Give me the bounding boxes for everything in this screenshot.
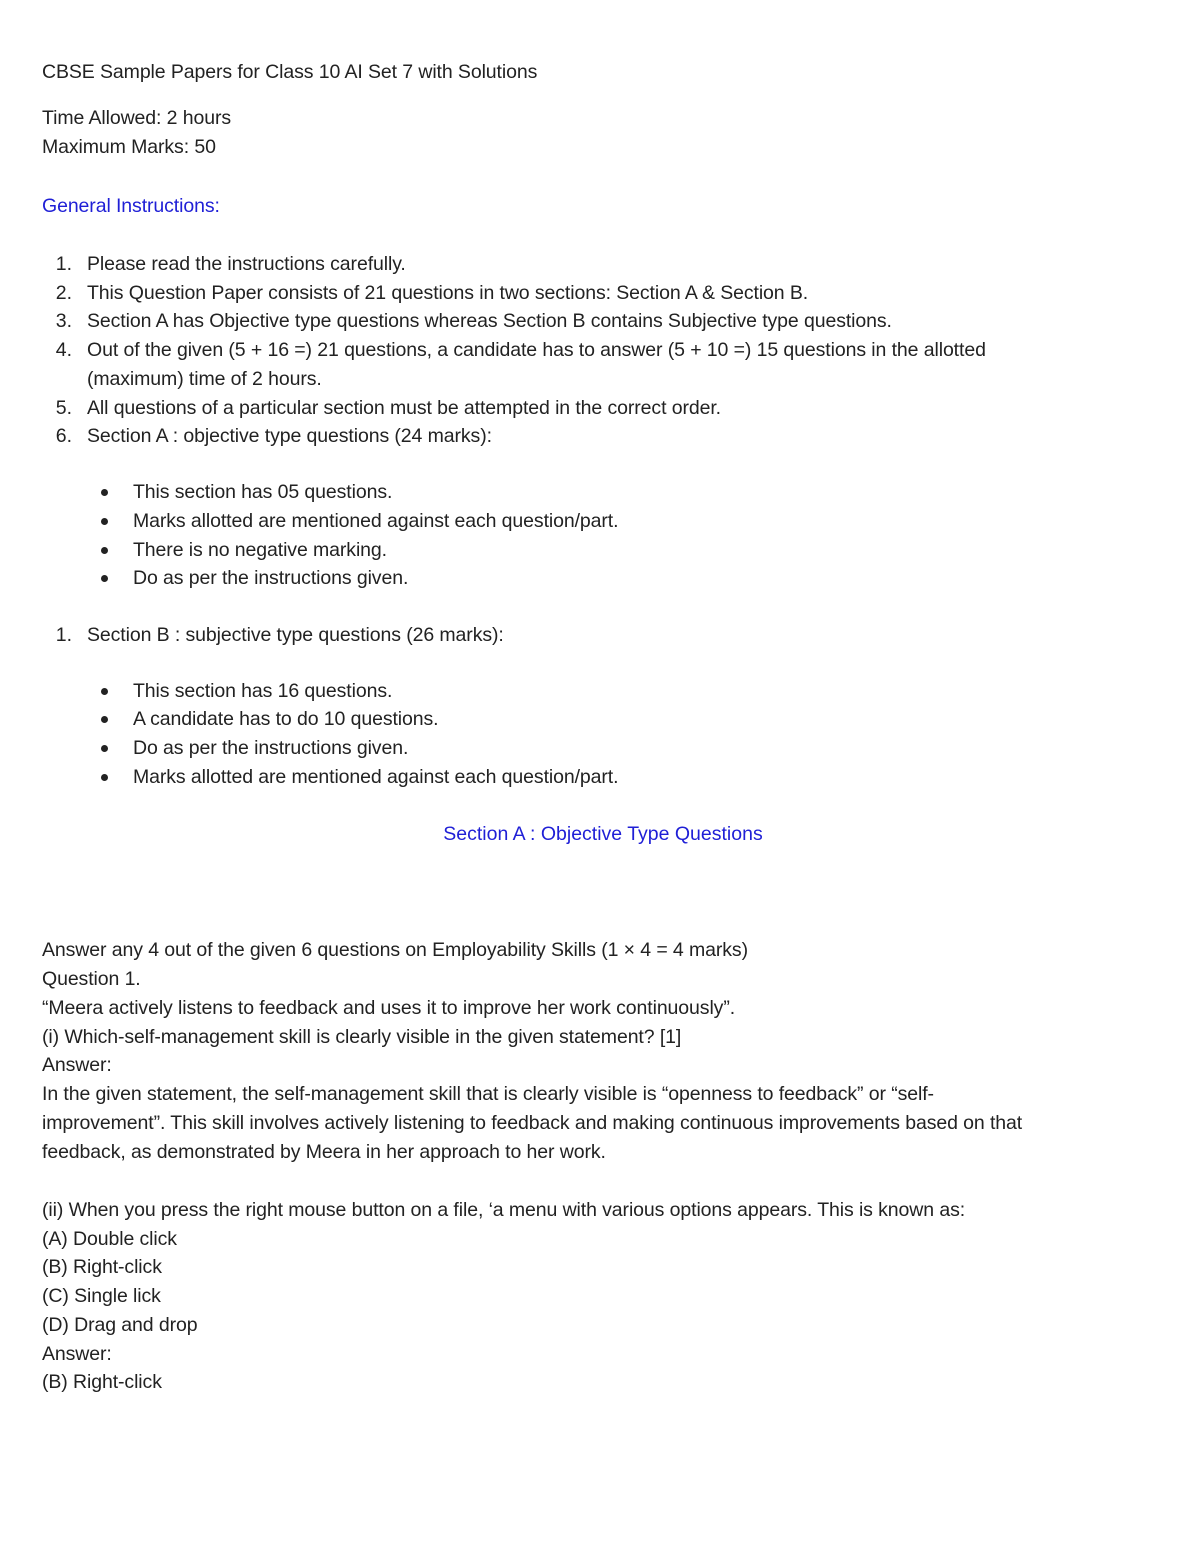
- document-title: CBSE Sample Papers for Class 10 AI Set 7 with Solutions: [42, 61, 538, 83]
- instruction-number: 6.: [55, 425, 72, 447]
- bullet-dot: [101, 547, 108, 554]
- question-part-i: (i) Which-self-management skill is clearly visible in the given statement? [1]: [42, 1026, 682, 1048]
- answer-label: Answer:: [42, 1054, 112, 1076]
- question-part-ii: (ii) When you press the right mouse button on a file, ‘a menu with various options appears. This is known as:: [42, 1199, 966, 1221]
- section-a-bullet: This section has 05 questions.: [133, 481, 393, 503]
- bullet-dot: [101, 688, 108, 695]
- section-a-bullet: There is no negative marking.: [133, 539, 387, 561]
- instruction-item: Please read the instructions carefully.: [87, 253, 406, 275]
- instruction-number: 2.: [55, 282, 72, 304]
- maximum-marks: Maximum Marks: 50: [42, 136, 216, 158]
- section-b-bullet: This section has 16 questions.: [133, 680, 393, 702]
- bullet-dot: [101, 489, 108, 496]
- bullet-dot: [101, 575, 108, 582]
- question-statement: “Meera actively listens to feedback and uses it to improve her work continuously”.: [42, 997, 736, 1019]
- instruction-item: Section A : objective type questions (24 marks):: [87, 425, 492, 447]
- answer-text: (B) Right-click: [42, 1371, 162, 1393]
- section-a-bullet: Do as per the instructions given.: [133, 567, 409, 589]
- bullet-dot: [101, 745, 108, 752]
- section-b-bullet: A candidate has to do 10 questions.: [133, 708, 439, 730]
- bullet-dot: [101, 774, 108, 781]
- instruction-number: 1.: [55, 624, 72, 646]
- answer-text: In the given statement, the self-management skill that is clearly visible is “openness to feedback” or “self-: [42, 1083, 934, 1105]
- bullet-dot: [101, 518, 108, 525]
- instruction-item-continued: (maximum) time of 2 hours.: [87, 368, 322, 390]
- option-a: (A) Double click: [42, 1228, 177, 1250]
- general-instructions-heading: General Instructions:: [42, 195, 220, 217]
- instruction-item: Section B : subjective type questions (26 marks):: [87, 624, 504, 646]
- answer-text: improvement”. This skill involves actively listening to feedback and making continuous improvements based on that: [42, 1112, 1023, 1134]
- section-b-bullet: Do as per the instructions given.: [133, 737, 409, 759]
- time-allowed: Time Allowed: 2 hours: [42, 107, 232, 129]
- instruction-number: 3.: [55, 310, 72, 332]
- instruction-item: This Question Paper consists of 21 questions in two sections: Section A & Section B.: [87, 282, 809, 304]
- question-label: Question 1.: [42, 968, 141, 990]
- instruction-item: Out of the given (5 + 16 =) 21 questions, a candidate has to answer (5 + 10 =) 15 questions in the allotted: [87, 339, 986, 361]
- section-a-bullet: Marks allotted are mentioned against each question/part.: [133, 510, 619, 532]
- option-d: (D) Drag and drop: [42, 1314, 198, 1336]
- instruction-item: Section A has Objective type questions whereas Section B contains Subjective type questions.: [87, 310, 892, 332]
- instruction-number: 4.: [55, 339, 72, 361]
- option-b: (B) Right-click: [42, 1256, 162, 1278]
- answer-label: Answer:: [42, 1343, 112, 1365]
- answer-text: feedback, as demonstrated by Meera in her approach to her work.: [42, 1141, 606, 1163]
- instruction-number: 5.: [55, 397, 72, 419]
- bullet-dot: [101, 716, 108, 723]
- section-b-bullet: Marks allotted are mentioned against each question/part.: [133, 766, 619, 788]
- option-c: (C) Single lick: [42, 1285, 161, 1307]
- instruction-item: All questions of a particular section must be attempted in the correct order.: [87, 397, 721, 419]
- instruction-number: 1.: [55, 253, 72, 275]
- section-intro: Answer any 4 out of the given 6 questions on Employability Skills (1 × 4 = 4 marks): [42, 939, 748, 961]
- section-a-heading: Section A : Objective Type Questions: [443, 823, 763, 845]
